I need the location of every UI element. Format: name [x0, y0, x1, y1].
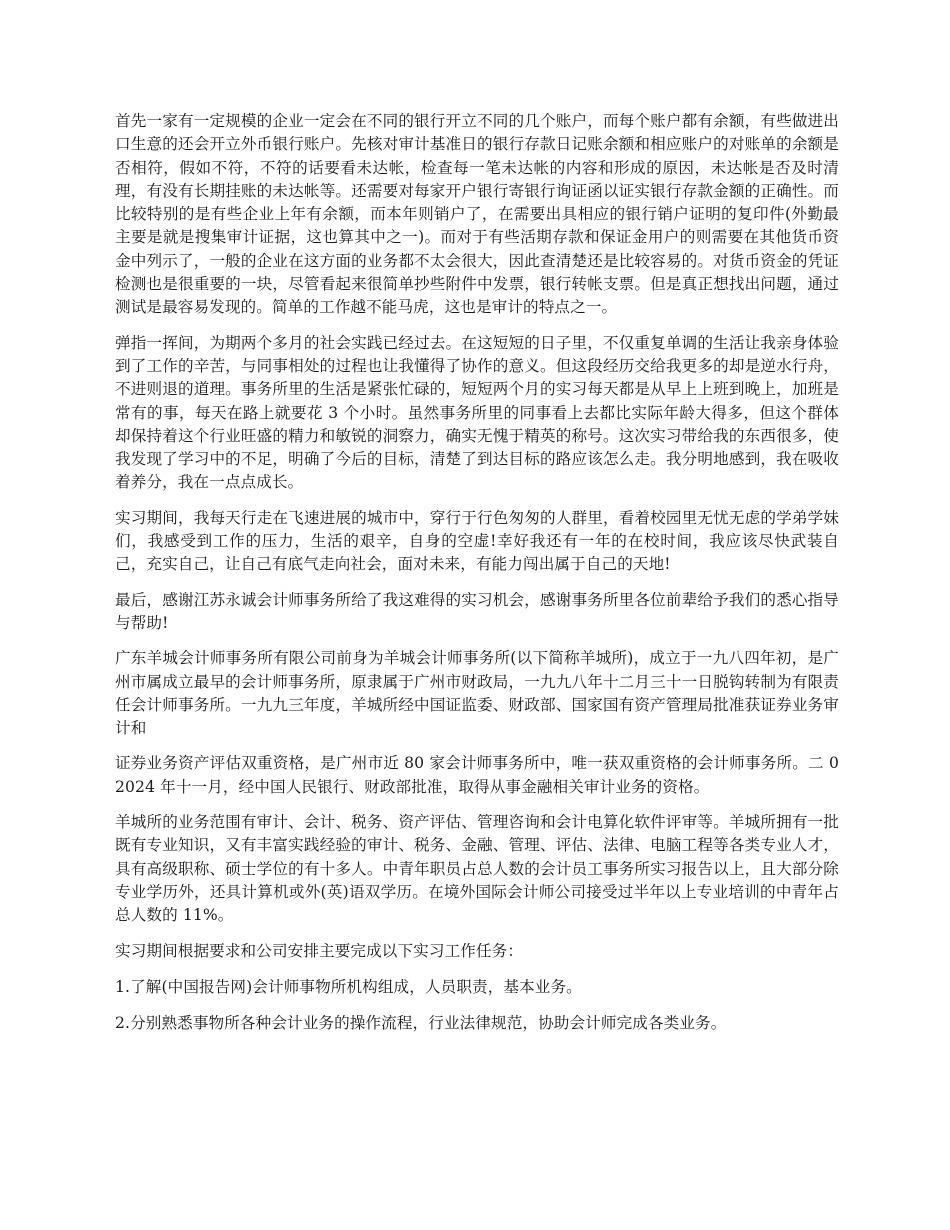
paragraph-internship-reflection: 弹指一挥间，为期两个多月的社会实践已经过去。在这短短的日子里，不仅重复单调的生活让我亲身体验到了工作的辛苦，与同事相处的过程也让我懂得了协作的意义。但这段经历交给我更多的却是逆水行舟，不进则退的道理。事务所里的生活是紧张忙碌的，短短两个月的实习每天都是从早上上班到晚上，加班是常有的事，每天在路上就要花 3 个小时。虽然事务所里的同事看上去都比实际年龄大得多，但这个群体却保持着这个行业旺盛的精力和敏锐的洞察力，确实无愧于精英的称号。这次实习带给我的东西很多，使我发现了学习中的不足，明确了今后的目标，清楚了到达目标的路应该怎么走。我分明地感到，我在吸收着养分，我在一点点成长。 — [115, 333, 839, 492]
paragraph-bank-accounts: 首先一家有一定规模的企业一定会在不同的银行开立不同的几个账户，而每个账户都有余额，有些做进出口生意的还会开立外币银行账户。先核对审计基准日的银行存款日记账余额和相应账户的对账单的余额是否相符，假如不符，不符的话要看未达帐，检查每一笔未达帐的内容和形成的原因，未达帐是否及时清理，有没有长期挂账的未达帐等。还需要对每家开户银行寄银行询证函以证实银行存款金额的正确性。而比较特别的是有些企业上年有余额，而本年则销户了，在需要出具相应的银行销户证明的复印件(外勤最主要是就是搜集审计证据，这也算其中之一)。而对于有些活期存款和保证金用户的则需要在其他货币资金中列示了，一般的企业在这方面的业务都不太会很大，因此查清楚还是比较容易的。对货币资金的凭证检测也是很重要的一块，尽管看起来很简单抄些附件中发票，银行转帐支票。但是真正想找出问题，通过测试是最容易发现的。简单的工作越不能马虎，这也是审计的特点之一。 — [115, 112, 839, 317]
paragraph-firm-qualifications: 证券业务资产评估双重资格，是广州市近 80 家会计师事务所中，唯一获双重资格的会计师事务所。二 02024 年十一月，经中国人民银行、财政部批准，取得从事金融相关审计业务的资格。 — [115, 754, 839, 796]
paragraph-firm-history: 广东羊城会计师事务所有限公司前身为羊城会计师事务所(以下简称羊城所)，成立于一九八四年初，是广州市属成立最早的会计师事务所，原隶属于广州市财政局，一九九八年十二月三十一日脱钩转制为有限责任会计师事务所。一九九三年度，羊城所经中国证监委、财政部、国家国有资产管理局批准获证券业务审计和 — [115, 649, 839, 738]
list-item-task-1: 1.了解(中国报告网)会计师事物所机构组成，人员职责，基本业务。 — [115, 977, 582, 996]
list-item-task-2: 2.分别熟悉事物所各种会计业务的操作流程，行业法律规范，协助会计师完成各类业务。 — [115, 1014, 727, 1033]
paragraph-acknowledgement: 最后，感谢江苏永诚会计师事务所给了我这难得的实习机会，感谢事务所里各位前辈给予我们的悉心指导与帮助! — [115, 590, 839, 632]
document-body — [115, 110, 839, 1048]
paragraph-city-experience: 实习期间，我每天行走在飞速进展的城市中，穿行于行色匆匆的人群里，看着校园里无忧无虑的学弟学妹们，我感受到工作的压力，生活的艰辛，自身的空虚!幸好我还有一年的在校时间，我应该尽快武装自己，充实自己，让自己有底气走向社会，面对未来，有能力闯出属于自己的天地! — [115, 508, 839, 574]
paragraph-firm-services: 羊城所的业务范围有审计、会计、税务、资产评估、管理咨询和会计电算化软件评审等。羊城所拥有一批既有专业知识，又有丰富实践经验的审计、税务、金融、管理、评估、法律、电脑工程等各类专业人才，具有高级职称、硕士学位的有十多人。中青年职员占总人数的会计员工事务所实习报告以上，且大部分除专业学历外，还具计算机或外(英)语双学历。在境外国际会计师公司接受过半年以上专业培训的中青年占总人数的 11%。 — [115, 813, 839, 925]
paragraph-tasks-intro: 实习期间根据要求和公司安排主要完成以下实习工作任务： — [115, 941, 524, 960]
